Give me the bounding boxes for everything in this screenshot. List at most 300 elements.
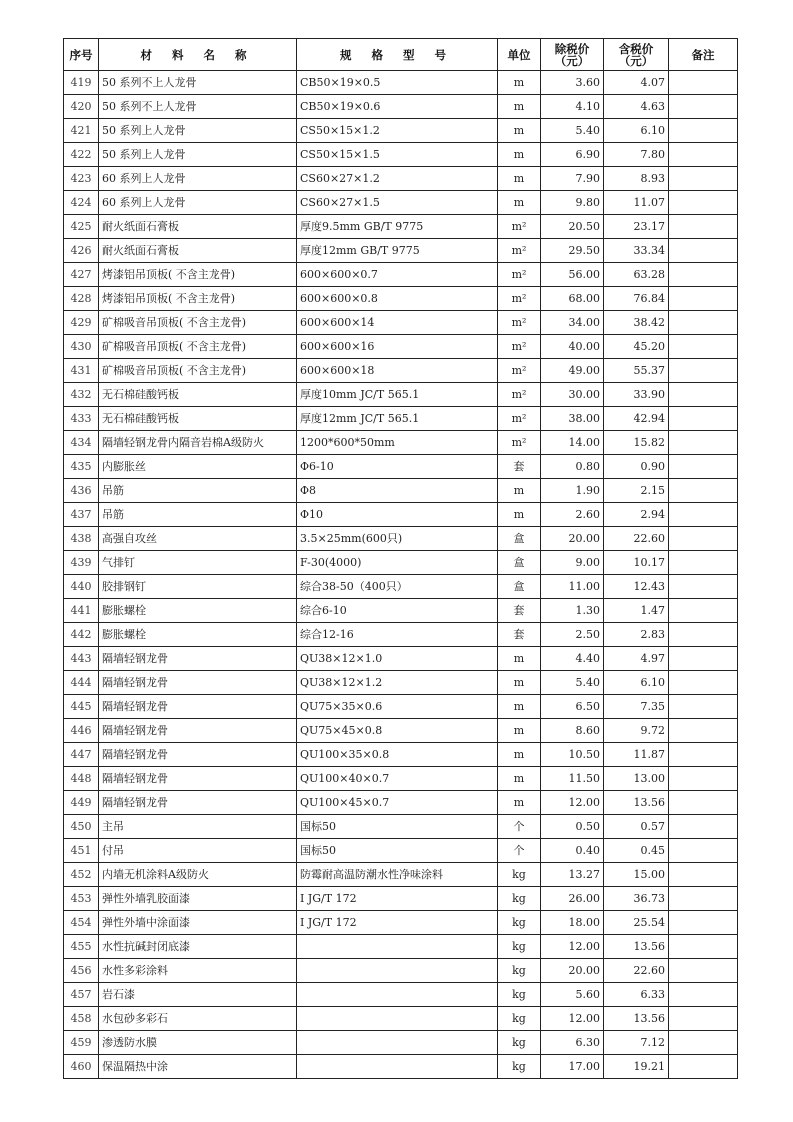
unit-cell: m² — [498, 383, 541, 407]
table-row — [64, 1031, 738, 1055]
remark-cell — [669, 863, 738, 887]
price-ex-tax-cell: 17.00 — [541, 1055, 604, 1079]
price-ex-tax-cell: 13.27 — [541, 863, 604, 887]
header-price-ex-tax — [541, 39, 604, 71]
material-name-cell: 隔墙轻钢龙骨 — [99, 743, 297, 767]
price-in-tax-cell: 4.07 — [604, 71, 669, 95]
table-row — [64, 959, 738, 983]
price-in-tax-cell: 11.07 — [604, 191, 669, 215]
specification-cell: CB50×19×0.6 — [297, 95, 498, 119]
row-number-cell: 435 — [64, 455, 99, 479]
unit-cell: kg — [498, 935, 541, 959]
table-row — [64, 263, 738, 287]
table-row — [64, 335, 738, 359]
row-number-cell: 427 — [64, 263, 99, 287]
remark-cell — [669, 695, 738, 719]
specification-cell: QU100×35×0.8 — [297, 743, 498, 767]
table-row — [64, 455, 738, 479]
specification-cell: QU38×12×1.0 — [297, 647, 498, 671]
row-number-cell: 432 — [64, 383, 99, 407]
table-row — [64, 935, 738, 959]
table-row — [64, 239, 738, 263]
material-name-cell: 50 系列不上人龙骨 — [99, 71, 297, 95]
material-name-cell: 50 系列上人龙骨 — [99, 119, 297, 143]
remark-cell — [669, 359, 738, 383]
material-name-cell: 矿棉吸音吊顶板( 不含主龙骨) — [99, 359, 297, 383]
price-in-tax-cell: 13.00 — [604, 767, 669, 791]
table-row — [64, 527, 738, 551]
price-in-tax-cell: 63.28 — [604, 263, 669, 287]
remark-cell — [669, 623, 738, 647]
remark-cell — [669, 95, 738, 119]
remark-cell — [669, 551, 738, 575]
price-in-tax-cell: 22.60 — [604, 959, 669, 983]
unit-cell: kg — [498, 887, 541, 911]
price-in-tax-cell: 4.63 — [604, 95, 669, 119]
table-row — [64, 791, 738, 815]
row-number-cell: 428 — [64, 287, 99, 311]
row-number-cell: 459 — [64, 1031, 99, 1055]
price-in-tax-cell: 36.73 — [604, 887, 669, 911]
unit-cell: m — [498, 143, 541, 167]
row-number-cell: 434 — [64, 431, 99, 455]
unit-cell: m² — [498, 215, 541, 239]
price-in-tax-cell: 0.57 — [604, 815, 669, 839]
price-ex-tax-cell: 14.00 — [541, 431, 604, 455]
remark-cell — [669, 215, 738, 239]
price-ex-tax-cell: 20.00 — [541, 959, 604, 983]
remark-cell — [669, 575, 738, 599]
unit-cell: kg — [498, 1055, 541, 1079]
specification-cell: I JG/T 172 — [297, 911, 498, 935]
table-row — [64, 431, 738, 455]
row-number-cell: 457 — [64, 983, 99, 1007]
price-ex-tax-cell: 68.00 — [541, 287, 604, 311]
material-name-cell: 吊筋 — [99, 479, 297, 503]
remark-cell — [669, 407, 738, 431]
specification-cell: CS60×27×1.5 — [297, 191, 498, 215]
row-number-cell: 438 — [64, 527, 99, 551]
remark-cell — [669, 1055, 738, 1079]
unit-cell: m² — [498, 239, 541, 263]
unit-cell: m² — [498, 407, 541, 431]
unit-cell: kg — [498, 983, 541, 1007]
material-name-cell: 隔墙轻钢龙骨 — [99, 671, 297, 695]
specification-cell: 综合38-50（400只） — [297, 575, 498, 599]
material-name-cell: 主吊 — [99, 815, 297, 839]
price-ex-tax-cell: 5.40 — [541, 119, 604, 143]
specification-cell: Φ10 — [297, 503, 498, 527]
material-name-cell: 耐火纸面石膏板 — [99, 239, 297, 263]
remark-cell — [669, 719, 738, 743]
row-number-cell: 446 — [64, 719, 99, 743]
remark-cell — [669, 935, 738, 959]
material-name-cell: 气排钉 — [99, 551, 297, 575]
price-in-tax-cell: 2.15 — [604, 479, 669, 503]
unit-cell: m — [498, 767, 541, 791]
row-number-cell: 448 — [64, 767, 99, 791]
specification-cell: 600×600×16 — [297, 335, 498, 359]
price-ex-tax-cell: 3.60 — [541, 71, 604, 95]
price-in-tax-cell: 0.45 — [604, 839, 669, 863]
price-in-tax-cell: 7.12 — [604, 1031, 669, 1055]
price-in-tax-cell: 7.80 — [604, 143, 669, 167]
remark-cell — [669, 1007, 738, 1031]
row-number-cell: 436 — [64, 479, 99, 503]
remark-cell — [669, 671, 738, 695]
specification-cell: QU100×40×0.7 — [297, 767, 498, 791]
price-ex-tax-cell: 20.50 — [541, 215, 604, 239]
specification-cell: 厚度9.5mm GB/T 9775 — [297, 215, 498, 239]
unit-cell: m — [498, 503, 541, 527]
table-row — [64, 167, 738, 191]
remark-cell — [669, 335, 738, 359]
material-name-cell: 无石棉硅酸钙板 — [99, 407, 297, 431]
remark-cell — [669, 143, 738, 167]
material-name-cell: 60 系列上人龙骨 — [99, 191, 297, 215]
table-row — [64, 743, 738, 767]
header-price-ex-tax-label: 除税价 — [554, 41, 590, 56]
material-name-cell: 50 系列不上人龙骨 — [99, 95, 297, 119]
specification-cell: 国标50 — [297, 839, 498, 863]
row-number-cell: 426 — [64, 239, 99, 263]
price-in-tax-cell: 10.17 — [604, 551, 669, 575]
specification-cell — [297, 983, 498, 1007]
price-ex-tax-cell: 0.50 — [541, 815, 604, 839]
price-in-tax-cell: 8.93 — [604, 167, 669, 191]
specification-cell: 厚度12mm JC/T 565.1 — [297, 407, 498, 431]
material-name-cell: 水性抗碱封闭底漆 — [99, 935, 297, 959]
price-in-tax-cell: 7.35 — [604, 695, 669, 719]
material-name-cell: 吊筋 — [99, 503, 297, 527]
unit-cell: 盒 — [498, 551, 541, 575]
specification-cell — [297, 1055, 498, 1079]
remark-cell — [669, 647, 738, 671]
header-price-ex-tax-unit: （元） — [554, 53, 590, 68]
price-ex-tax-cell: 2.50 — [541, 623, 604, 647]
table-row — [64, 887, 738, 911]
table-row — [64, 359, 738, 383]
unit-cell: m — [498, 791, 541, 815]
remark-cell — [669, 239, 738, 263]
table-row — [64, 287, 738, 311]
specification-cell: 600×600×0.8 — [297, 287, 498, 311]
price-table — [63, 38, 738, 1079]
unit-cell: kg — [498, 911, 541, 935]
unit-cell: kg — [498, 1007, 541, 1031]
material-name-cell: 膨胀螺栓 — [99, 623, 297, 647]
unit-cell: m — [498, 95, 541, 119]
unit-cell: m² — [498, 431, 541, 455]
table-row — [64, 311, 738, 335]
remark-cell — [669, 167, 738, 191]
specification-cell: 综合12-16 — [297, 623, 498, 647]
table-row — [64, 719, 738, 743]
price-ex-tax-cell: 38.00 — [541, 407, 604, 431]
remark-cell — [669, 1031, 738, 1055]
price-in-tax-cell: 13.56 — [604, 1007, 669, 1031]
table-row — [64, 551, 738, 575]
unit-cell: m — [498, 479, 541, 503]
specification-cell — [297, 959, 498, 983]
material-name-cell: 膨胀螺栓 — [99, 599, 297, 623]
table-row — [64, 215, 738, 239]
row-number-cell: 433 — [64, 407, 99, 431]
material-name-cell: 隔墙轻钢龙骨 — [99, 767, 297, 791]
table-row — [64, 815, 738, 839]
row-number-cell: 444 — [64, 671, 99, 695]
specification-cell: CB50×19×0.5 — [297, 71, 498, 95]
material-name-cell: 保温隔热中涂 — [99, 1055, 297, 1079]
specification-cell: CS50×15×1.5 — [297, 143, 498, 167]
remark-cell — [669, 599, 738, 623]
price-ex-tax-cell: 0.80 — [541, 455, 604, 479]
table-row — [64, 575, 738, 599]
specification-cell: 3.5×25mm(600只) — [297, 527, 498, 551]
unit-cell: m — [498, 743, 541, 767]
row-number-cell: 422 — [64, 143, 99, 167]
remark-cell — [669, 71, 738, 95]
row-number-cell: 419 — [64, 71, 99, 95]
price-ex-tax-cell: 29.50 — [541, 239, 604, 263]
price-in-tax-cell: 33.34 — [604, 239, 669, 263]
unit-cell: m² — [498, 335, 541, 359]
table-row — [64, 767, 738, 791]
material-name-cell: 隔墙轻钢龙骨 — [99, 647, 297, 671]
price-in-tax-cell: 25.54 — [604, 911, 669, 935]
specification-cell: QU38×12×1.2 — [297, 671, 498, 695]
table-row — [64, 647, 738, 671]
row-number-cell: 430 — [64, 335, 99, 359]
table-row — [64, 143, 738, 167]
unit-cell: m — [498, 167, 541, 191]
specification-cell: 600×600×18 — [297, 359, 498, 383]
specification-cell: 防霉耐高温防潮水性净味涂料 — [297, 863, 498, 887]
row-number-cell: 456 — [64, 959, 99, 983]
row-number-cell: 441 — [64, 599, 99, 623]
table-row — [64, 839, 738, 863]
table-row — [64, 1007, 738, 1031]
table-row — [64, 191, 738, 215]
price-ex-tax-cell: 11.50 — [541, 767, 604, 791]
specification-cell: CS60×27×1.2 — [297, 167, 498, 191]
remark-cell — [669, 767, 738, 791]
material-name-cell: 隔墙轻钢龙骨 — [99, 719, 297, 743]
row-number-cell: 460 — [64, 1055, 99, 1079]
price-in-tax-cell: 4.97 — [604, 647, 669, 671]
remark-cell — [669, 959, 738, 983]
row-number-cell: 452 — [64, 863, 99, 887]
row-number-cell: 445 — [64, 695, 99, 719]
remark-cell — [669, 311, 738, 335]
remark-cell — [669, 479, 738, 503]
material-name-cell: 弹性外墙中涂面漆 — [99, 911, 297, 935]
specification-cell: 综合6-10 — [297, 599, 498, 623]
unit-cell: kg — [498, 1031, 541, 1055]
specification-cell: QU75×35×0.6 — [297, 695, 498, 719]
price-ex-tax-cell: 8.60 — [541, 719, 604, 743]
material-name-cell: 渗透防水膜 — [99, 1031, 297, 1055]
row-number-cell: 424 — [64, 191, 99, 215]
remark-cell — [669, 431, 738, 455]
specification-cell — [297, 935, 498, 959]
table-row — [64, 95, 738, 119]
price-ex-tax-cell: 12.00 — [541, 1007, 604, 1031]
price-ex-tax-cell: 5.60 — [541, 983, 604, 1007]
material-name-cell: 无石棉硅酸钙板 — [99, 383, 297, 407]
price-ex-tax-cell: 18.00 — [541, 911, 604, 935]
table-row — [64, 695, 738, 719]
header-remark: 备注 — [669, 39, 738, 71]
row-number-cell: 451 — [64, 839, 99, 863]
row-number-cell: 420 — [64, 95, 99, 119]
material-name-cell: 弹性外墙乳胶面漆 — [99, 887, 297, 911]
row-number-cell: 458 — [64, 1007, 99, 1031]
table-row — [64, 383, 738, 407]
specification-cell — [297, 1031, 498, 1055]
specification-cell: Φ6-10 — [297, 455, 498, 479]
unit-cell: m² — [498, 359, 541, 383]
price-in-tax-cell: 13.56 — [604, 935, 669, 959]
remark-cell — [669, 839, 738, 863]
header-no: 序号 — [64, 39, 99, 71]
price-ex-tax-cell: 10.50 — [541, 743, 604, 767]
price-ex-tax-cell: 4.10 — [541, 95, 604, 119]
table-row — [64, 407, 738, 431]
price-ex-tax-cell: 4.40 — [541, 647, 604, 671]
price-in-tax-cell: 12.43 — [604, 575, 669, 599]
specification-cell: 厚度10mm JC/T 565.1 — [297, 383, 498, 407]
price-in-tax-cell: 19.21 — [604, 1055, 669, 1079]
remark-cell — [669, 983, 738, 1007]
price-ex-tax-cell: 0.40 — [541, 839, 604, 863]
table-row — [64, 623, 738, 647]
price-in-tax-cell: 2.83 — [604, 623, 669, 647]
header-row — [64, 39, 738, 71]
row-number-cell: 437 — [64, 503, 99, 527]
material-name-cell: 隔墙轻钢龙骨 — [99, 695, 297, 719]
unit-cell: m — [498, 671, 541, 695]
price-in-tax-cell: 55.37 — [604, 359, 669, 383]
header-unit: 单位 — [498, 39, 541, 71]
price-in-tax-cell: 38.42 — [604, 311, 669, 335]
row-number-cell: 454 — [64, 911, 99, 935]
price-ex-tax-cell: 6.90 — [541, 143, 604, 167]
row-number-cell: 439 — [64, 551, 99, 575]
material-name-cell: 胶排钢钉 — [99, 575, 297, 599]
price-in-tax-cell: 6.33 — [604, 983, 669, 1007]
row-number-cell: 449 — [64, 791, 99, 815]
material-name-cell: 水包砂多彩石 — [99, 1007, 297, 1031]
price-ex-tax-cell: 7.90 — [541, 167, 604, 191]
price-ex-tax-cell: 40.00 — [541, 335, 604, 359]
price-ex-tax-cell: 11.00 — [541, 575, 604, 599]
row-number-cell: 453 — [64, 887, 99, 911]
row-number-cell: 423 — [64, 167, 99, 191]
header-price-in-tax-label: 含税价 — [618, 41, 654, 56]
unit-cell: m — [498, 119, 541, 143]
specification-cell: 600×600×0.7 — [297, 263, 498, 287]
unit-cell: m — [498, 695, 541, 719]
unit-cell: 盒 — [498, 575, 541, 599]
table-row — [64, 503, 738, 527]
row-number-cell: 442 — [64, 623, 99, 647]
remark-cell — [669, 383, 738, 407]
price-in-tax-cell: 6.10 — [604, 119, 669, 143]
price-ex-tax-cell: 5.40 — [541, 671, 604, 695]
price-in-tax-cell: 11.87 — [604, 743, 669, 767]
unit-cell: 套 — [498, 455, 541, 479]
material-name-cell: 耐火纸面石膏板 — [99, 215, 297, 239]
price-in-tax-cell: 2.94 — [604, 503, 669, 527]
specification-cell: QU100×45×0.7 — [297, 791, 498, 815]
price-in-tax-cell: 0.90 — [604, 455, 669, 479]
remark-cell — [669, 191, 738, 215]
remark-cell — [669, 887, 738, 911]
unit-cell: m² — [498, 263, 541, 287]
material-name-cell: 内膨胀丝 — [99, 455, 297, 479]
row-number-cell: 443 — [64, 647, 99, 671]
material-name-cell: 内墙无机涂料A级防火 — [99, 863, 297, 887]
material-name-cell: 高强自攻丝 — [99, 527, 297, 551]
price-ex-tax-cell: 6.50 — [541, 695, 604, 719]
specification-cell: F-30(4000) — [297, 551, 498, 575]
remark-cell — [669, 119, 738, 143]
unit-cell: m — [498, 71, 541, 95]
price-ex-tax-cell: 56.00 — [541, 263, 604, 287]
specification-cell: 厚度12mm GB/T 9775 — [297, 239, 498, 263]
price-in-tax-cell: 13.56 — [604, 791, 669, 815]
specification-cell: CS50×15×1.2 — [297, 119, 498, 143]
row-number-cell: 447 — [64, 743, 99, 767]
price-ex-tax-cell: 34.00 — [541, 311, 604, 335]
table-row — [64, 599, 738, 623]
remark-cell — [669, 287, 738, 311]
material-name-cell: 水性多彩涂料 — [99, 959, 297, 983]
table-row — [64, 911, 738, 935]
remark-cell — [669, 815, 738, 839]
table-row — [64, 479, 738, 503]
specification-cell: Φ8 — [297, 479, 498, 503]
row-number-cell: 429 — [64, 311, 99, 335]
material-name-cell: 烤漆铝吊顶板( 不含主龙骨) — [99, 263, 297, 287]
unit-cell: 套 — [498, 623, 541, 647]
row-number-cell: 421 — [64, 119, 99, 143]
specification-cell: 国标50 — [297, 815, 498, 839]
material-name-cell: 矿棉吸音吊顶板( 不含主龙骨) — [99, 335, 297, 359]
header-spec: 规 格 型 号 — [297, 39, 498, 71]
price-in-tax-cell: 22.60 — [604, 527, 669, 551]
remark-cell — [669, 743, 738, 767]
material-name-cell: 50 系列上人龙骨 — [99, 143, 297, 167]
price-in-tax-cell: 45.20 — [604, 335, 669, 359]
table-row — [64, 1055, 738, 1079]
material-name-cell: 岩石漆 — [99, 983, 297, 1007]
remark-cell — [669, 911, 738, 935]
price-ex-tax-cell: 12.00 — [541, 791, 604, 815]
table-row — [64, 119, 738, 143]
price-ex-tax-cell: 49.00 — [541, 359, 604, 383]
price-ex-tax-cell: 1.30 — [541, 599, 604, 623]
price-ex-tax-cell: 26.00 — [541, 887, 604, 911]
specification-cell: I JG/T 172 — [297, 887, 498, 911]
remark-cell — [669, 527, 738, 551]
unit-cell: m — [498, 647, 541, 671]
remark-cell — [669, 263, 738, 287]
row-number-cell: 431 — [64, 359, 99, 383]
unit-cell: 盒 — [498, 527, 541, 551]
material-name-cell: 矿棉吸音吊顶板( 不含主龙骨) — [99, 311, 297, 335]
